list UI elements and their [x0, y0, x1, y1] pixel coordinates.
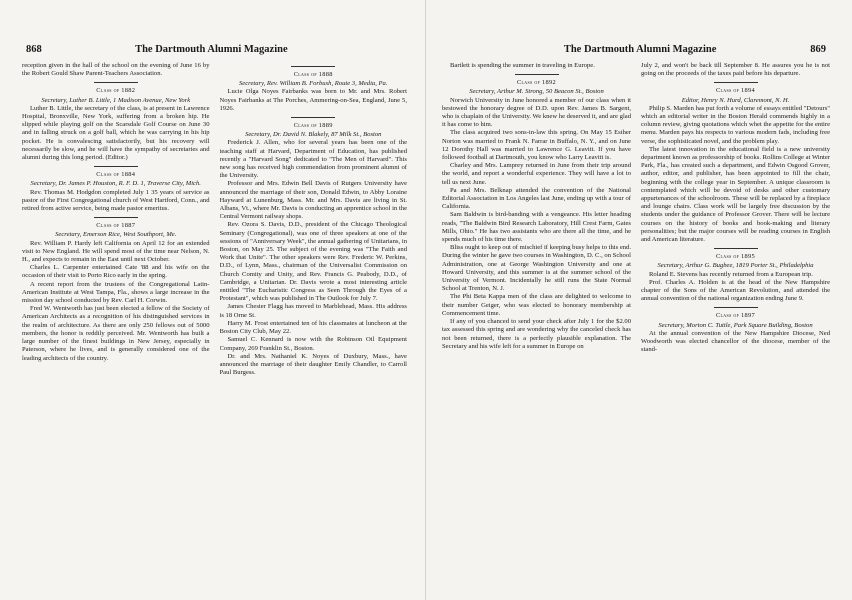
- paragraph: Pa and Mrs. Belknap attended the convention of the National Editorial Association in Los Angeles last June, ending up with a tour of California.: [442, 186, 631, 211]
- section-rule: [291, 117, 335, 118]
- paragraph: Luther B. Little, the secretary of the class, is at present in Lawrence Hospital, Bronxville, New York, suffering from a broken hip. He slipped while playing golf on the Scarsdale Golf Course on June 30 and in falling struck on a golf ball, which he was carrying in his hip pocket. He is convalescing satisfactorily, but his recovery will necessarily be slow, and he will have the sympathy of secretaries and alumni during this long period. (Editor.): [22, 104, 210, 162]
- paragraph: Lucie Olga Noyes Fairbanks was born to Mr. and Mrs. Robert Noyes Fairbanks at The Porches, Ammering-on-Sea, England, June 5, 1926.: [219, 88, 407, 112]
- running-title: The Dartmouth Alumni Magazine: [563, 44, 717, 55]
- paragraph: Philip S. Marden has put forth a volume of essays entitled "Detours" which an editorial writer in the Boston Herald commends highly in a column review, giving quotations which whet the appetite for the entire menu. Marden pays his respects to various modern fads, including free verse, the sophisticated novel, and the problem play.: [641, 104, 830, 145]
- secretary-line: Secretary, Rev. William B. Forbush, Route 3, Media, Pa.: [238, 80, 388, 88]
- paragraph: The Phi Beta Kappa men of the class are delighted to welcome to their number Geiger, who was elected to honorary membership at Commencement time.: [442, 293, 631, 317]
- right-running-head: [452, 44, 826, 56]
- paragraph: Samuel C. Kennard is now with the Robinson Oil Equipment Company, 269 Franklin St., Boston.: [219, 336, 407, 352]
- secretary-line: Secretary, Arthur G. Bugbee, 1819 Porter St., Philadelphia: [657, 262, 814, 270]
- class-heading: Class of 1887: [96, 222, 136, 230]
- paragraph: Rev. William P. Hardy left California on April 12 for an extended visit to New England. He will spend most of the time near Nelson, N. H., and expects to remain in the East until next October.: [22, 239, 210, 264]
- section-rule: [714, 82, 758, 83]
- secretary-line: Secretary, Dr. David N. Blakely, 87 Milk St., Boston: [245, 131, 382, 139]
- page-number: 868: [26, 44, 42, 55]
- class-heading: Class of 1895: [715, 253, 756, 261]
- paragraph: A recent report from the trustees of the Congregational Latin-American Institute at West Tampa, Fla., shows a large increase in the mission day school conducted by Rev. Carl H. Corwin.: [22, 280, 210, 305]
- secretary-line: Secretary, Morton C. Tuttle, Park Square Building, Boston: [658, 321, 813, 329]
- left-column-2: [220, 62, 408, 592]
- section-rule: [515, 74, 559, 75]
- paragraph: Fred W. Wentworth has just been elected a fellow of the Society of American Architects as a recognition of his distinguished services in the realm of architecture. As there are only 250 fellows out of 5000 members, the honor is reddily perceived. Mr. Wentworth has built a large number of the finest buildings in New Jersey, especially in Paterson, where he lives, and is generally considered one of the leading architects of the country.: [22, 305, 210, 362]
- secretary-line: Secretary, Dr. James P. Houston, R. F. D. 1, Traverse City, Mich.: [30, 180, 201, 188]
- paragraph: Frederick J. Allen, who for several years has been one of the teaching staff at Harvard, Department of Education, has published recently a "Harvard Song" dedicated to "The Men of Harvard". This new song has received high commendation from prominent alumni of the University.: [219, 139, 407, 180]
- left-column-1: [22, 62, 210, 592]
- paragraph: Rev. Ozora S. Davis, D.D., president of the Chicago Theological Seminary (Congregational), was one of three speakers at one of the sessions of "Anniversary Week", the annual gathering of Unitarians, in Boston, on May 25. The subject of the evening was "The Faith and Work that Unite". The other speakers were Rev. Frederic W. Perkins, D.D., of Lynn, Mass., chairman of the Universalist Commission on Church Comity and Unity, and Rev. Francis G. Peabody, D.D., of Cambridge, a Unitarian. Dr. Davis wrote a most interesting article entitled "The Eucharistic Congress as Seen Through the Eyes of a Protestant", which was published in The Outlook for July 7.: [219, 221, 407, 303]
- right-page: [426, 0, 852, 600]
- secretary-line: Secretary, Luther B. Little, 1 Madison Avenue, New York: [41, 96, 191, 104]
- class-heading: Class of 1888: [293, 71, 333, 78]
- class-heading: Class of 1882: [96, 87, 136, 95]
- paragraph: Charles L. Carpenter entertained Cate '88 and his wife on the occasion of their visit to Porto Rico early in the spring.: [22, 264, 210, 280]
- paragraph: Bartlett is spending the summer in traveling in Europe.: [450, 62, 595, 69]
- section-rule: [94, 217, 138, 218]
- section-rule: [94, 82, 138, 83]
- paragraph: Norwich University in June honored a member of our class when it bestowed the honorary degree of D.D. upon Rev. James B. Sargent, who is chaplain of the University. We knew he deserved it, and are glad it has come to him.: [442, 96, 631, 129]
- right-column-2: [641, 62, 830, 592]
- paragraph: Rev. Thomas M. Hodgdon completed July 1 35 years of service as pastor of the First Congregational church of West Hartford, Conn., and retired from active service, being made pastor emeritus.: [22, 188, 210, 213]
- right-column-1: [442, 62, 631, 592]
- section-rule: [714, 307, 758, 308]
- paragraph: Roland E. Stevens has recently returned from a European trip.: [649, 270, 813, 278]
- secretary-line: Editor, Henry N. Hurd, Claremont, N. H.: [681, 96, 790, 104]
- page-number: 869: [810, 44, 826, 55]
- left-running-head: [26, 44, 399, 56]
- paragraph: Bliss ought to keep out of mischief if keeping busy helps to this end. During the winter he gave two courses in Washington, D. C., on School Administration, one at George Washington University and one at Howard University, and this summer is at the summer school of the University of Vermont. Incidentally he still runs the State Normal School at Trenton, N. J.: [442, 244, 631, 293]
- paragraph: Harry M. Frost entertained ten of his classmates at luncheon at the Boston City Club, May 22.: [219, 319, 407, 336]
- running-title: The Dartmouth Alumni Magazine: [135, 44, 288, 55]
- class-heading: Class of 1897: [715, 312, 756, 320]
- section-rule: [714, 248, 758, 249]
- paragraph: The latest innovation in the educational field is a new university department known as professorship of books. Rollins College at Winter Park, Fla., has created such a department, and Edwin Osgood Grover, author, editor, and publisher, has been appointed to fill the chair, beginning with the college year in September. A unique classroom is contemplated which will be devoid of desks and other customary appurtenances of the schoolroom. These will be replaced by a fireplace and lounge chairs. Class work will be largely free discussion by the students under the guidance of Professor Grover. There will be lecture courses on the history of books and book-making and literary personalities; but the major courses will be reading courses in English and American literature.: [641, 145, 830, 244]
- paragraph: James Chester Flagg has moved to Marblehead, Mass. His address is 18 Orne St.: [219, 303, 407, 319]
- class-heading: Class of 1894: [715, 87, 756, 95]
- paragraph: Prof. Charles A. Holden is at the head of the New Hampshire chapter of the Sons of the American Revolution, and attended the annual convention of the national organization ending June 9.: [641, 278, 830, 303]
- section-rule: [291, 66, 335, 67]
- class-heading: Class of 1892: [516, 79, 557, 87]
- paragraph: Professor and Mrs. Edwin Bell Davis of Rutgers University have announced the marriage of their son, Donald Edwin, to Abby Loraine Hayward at Lunenburg, Mass. Mr. and Mrs. Davis are living in St. Albans, Vt., where Mr. Davis is conducting an apprentice school in the Central Vermont railway shops.: [219, 180, 407, 221]
- paragraph: July 2, and won't be back till September 8. He assures you he is not going on the proceeds of the taxes paid before his departure.: [641, 62, 830, 78]
- class-heading: Class of 1884: [96, 171, 136, 179]
- paragraph: Sam Baldwin is bird-banding with a vengeance. His letter heading reads, "The Baldwin Bird Research Laboratory, Hill Crest Farm, Gates Mills, Ohio." He has two assistants who are there all the time, and he spends much of his time there.: [442, 211, 631, 244]
- paragraph: reception given in the hall of the school on the evening of June 16 by the Robert Gould Shaw Parent-Teachers Association.: [22, 62, 210, 78]
- paragraph: Charley and Mrs. Lamprey returned in June from their trip around the world, and report a wonderful experience. They will have a lot to tell us next June.: [442, 162, 631, 186]
- paragraph: If any of you chanced to send your check after July 1 for the $2.00 tax assessed this spring and are wondering why the canceled check has not been returned, there is a perfectly plausible explanation. The Secretary and his wife left for a summer in Europe on: [442, 318, 631, 350]
- paragraph: The class acquired two sons-in-law this spring. On May 15 Esther Norton was married to Frank N. Farrar in Buffalo, N. Y., and on June 12 Dorothy Hall was married to Lawrence G. Leavitt. If you have followed football at Dartmouth, you know who Larry Leavitt is.: [442, 129, 631, 162]
- paragraph: At the annual convention of the New Hampshire Diocese, Ned Woodworth was elected chancellor of the diocese, member of the stand-: [641, 329, 830, 354]
- class-heading: Class of 1889: [293, 122, 333, 130]
- secretary-line: Secretary, Arthur M. Strong, 50 Beacon St., Boston: [469, 88, 604, 96]
- section-rule: [94, 166, 138, 167]
- paragraph: Dr. and Mrs. Nathaniel K. Noyes of Duxbury, Mass., have announced the marriage of their daughter Emily Chandler, to Carroll Paul Burgess.: [219, 352, 407, 377]
- secretary-line: Secretary, Emerson Rice, West Southport, Me.: [55, 231, 177, 239]
